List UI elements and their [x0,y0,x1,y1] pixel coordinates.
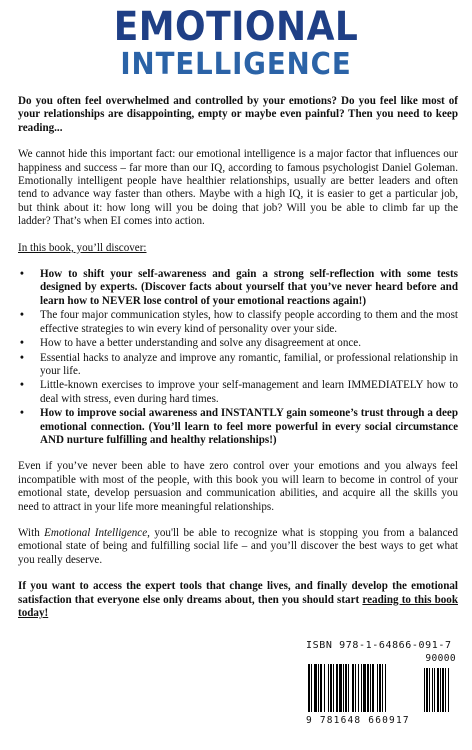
body-paragraph-2: Even if you’ve never been able to have zero control over your emotions and you always feel incompatible with most of the people, with this book you will learn to become in control of your emotional state, develop persuasion and communication abilities, and acquire all the skills you need to attract in your life more meaningful relationships. [18,460,458,513]
bullet-item: • Little-known exercises to improve your self-management and learn IMMEDIATELY how to deal with stress, even during hard times. [20,379,458,405]
bullet-item: • How to have a better understanding and solve any disagreement at once. [20,337,361,350]
bullet-dot-icon: • [20,268,24,281]
bullet-dot-icon: • [20,337,24,350]
book-description [18,95,458,633]
bullet-item: • How to shift your self-awareness and gain a strong self-reflection with some tests designed by experts. (Discover facts about yourself that you’ve never heard before and learn how to NEVER lose control of your emotional reactions again!) [20,268,458,307]
book-title-italic: Emotional Intelligence, [44,526,150,539]
bullet-item: • The four major communication styles, how to classify people according to them and the most effective strategies to win every kind of personality over your side. [20,309,458,335]
title-emotional: EMOTIONAL [113,4,359,50]
intro-paragraph: Do you often feel overwhelmed and controlled by your emotions? Do you feel like most of your relationships are disappointing, empty or maybe even painful? Then you need to keep reading... [18,95,458,134]
bullet-item: • How to improve social awareness and INSTANTLY gain someone’s trust through a deep emotional connection. (You’ll learn to feel more powerful in every social circumstance AND nurture fulfilling and healthy relationships!) [20,407,458,446]
bullet-item: • Essential hacks to analyze and improve any romantic, familial, or professional relationship in your life. [20,351,458,377]
barcode-digits: 9 781648 660917 [306,715,410,726]
price-addon-code: 90000 [425,653,456,664]
cover-title [0,6,472,82]
bullet-dot-icon: • [20,407,24,420]
isbn-number: ISBN 978-1-64866-091-7 [306,640,452,651]
bullet-dot-icon: • [20,351,24,364]
bullet-list [18,268,458,447]
isbn-barcode [306,640,458,730]
discover-label: In this book, you’ll discover: [18,241,147,254]
title-intelligence: INTELLIGENCE [120,47,352,82]
body-paragraph-3: With Emotional Intelligence, you'll be able to recognize what is stopping you from a balanced emotional state of being and fulfilling social life – and you’ll discover the best ways to get what you really deserve. [18,526,458,566]
closing-paragraph: If you want to access the expert tools that change lives, and finally develop the emotional satisfaction that everyone else only dreams about, then you should start reading to this book today! [18,580,459,619]
body-paragraph-1: We cannot hide this important fact: our emotional intelligence is a major factor that influences our happiness and success – far more than our IQ, according to famous psychologist Daniel Goleman. Emotionally intelligent people have healthier relationships, usually are better leaders and often tend to advance way faster than others. Maybe with a high IQ, it is easier to get a particular job, but think about it: how long will you be doing that job? Will you be able to climb far up the ladder? That’s when EI comes into action. [18,148,458,228]
bullet-dot-icon: • [20,379,24,392]
bullet-dot-icon: • [20,309,24,322]
closing-underlined: reading to this book today! [18,593,459,619]
barcode-icon [308,664,456,714]
